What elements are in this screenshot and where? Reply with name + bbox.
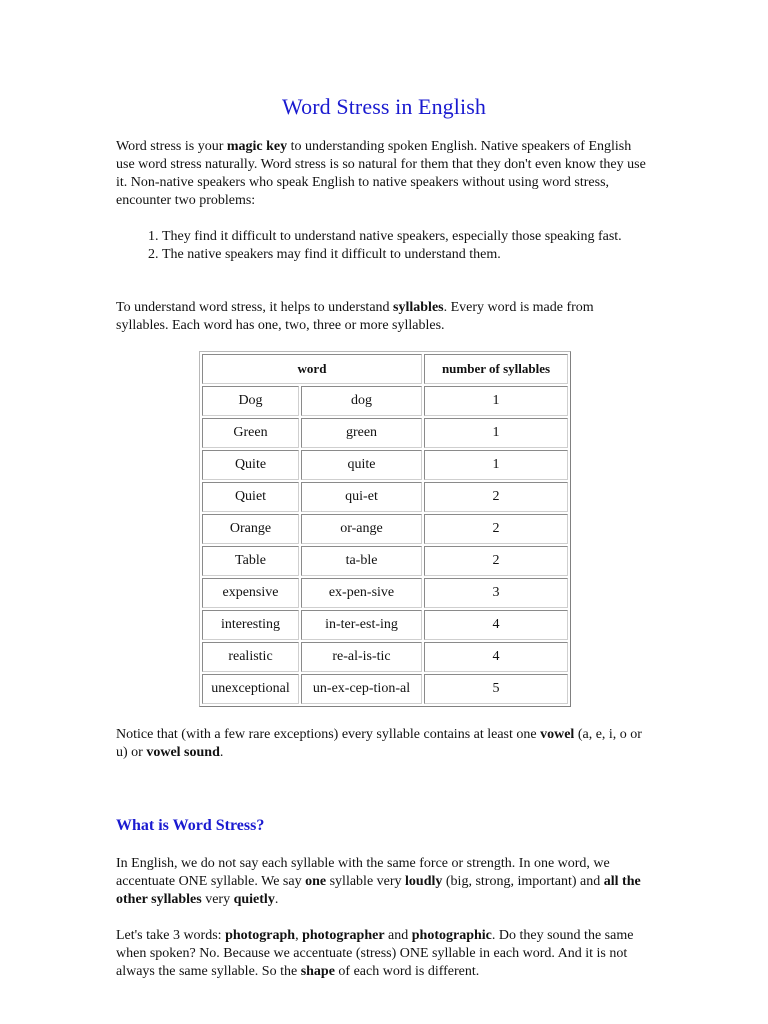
table-row <box>202 482 568 512</box>
table-row <box>202 546 568 576</box>
cell-word: Green <box>202 418 299 448</box>
stress1-bold-all-other-syllables: all the other syllables <box>116 874 641 907</box>
syllables-table <box>199 351 571 707</box>
intro-paragraph <box>116 138 646 210</box>
stress-paragraph-2 <box>116 927 652 981</box>
stress2-text-5: of each word is different. <box>334 964 480 979</box>
notice-bold-vowel: vowel <box>540 727 575 742</box>
cell-word: Table <box>202 546 299 576</box>
cell-syllable-count: 2 <box>424 482 568 512</box>
table-row <box>202 386 568 416</box>
cell-syllable-count: 4 <box>424 610 568 640</box>
cell-syllables-split: in-ter-est-ing <box>301 610 422 640</box>
stress1-text-2: syllable very <box>326 874 406 889</box>
header-word: word <box>202 354 422 384</box>
cell-syllables-split: un-ex-cep-tion-al <box>301 674 422 704</box>
notice-text-1: Notice that (with a few rare exceptions) every syllable contains at least one <box>116 727 541 742</box>
syllables-bold: syllables <box>393 300 444 315</box>
notice-text-2: (a, e, i, o or u) or <box>116 727 642 760</box>
stress2-bold-photographic: photographic <box>411 928 492 943</box>
stress2-text-1: Let's take 3 words: <box>116 928 226 943</box>
syllables-intro-text-1: To understand word stress, it helps to understand <box>116 300 394 315</box>
cell-syllable-count: 1 <box>424 450 568 480</box>
table-row <box>202 578 568 608</box>
stress1-text-1: In English, we do not say each syllable with the same force or strength. In one word, we accentuate ONE syllable. We say <box>116 856 610 889</box>
intro-bold-magic-key: magic key <box>226 139 288 154</box>
notice-text-3: . <box>219 745 224 760</box>
cell-syllables-split: ta-ble <box>301 546 422 576</box>
cell-word: Dog <box>202 386 299 416</box>
header-number-of-syllables: number of syllables <box>424 354 568 384</box>
table-row <box>202 418 568 448</box>
intro-text-2: to understanding spoken English. Native speakers of English use word stress naturally. Word stress is so natural for them that they don't even know they use it. Non-native speakers who speak English to native speakers without using word stress, encounter two problems: <box>116 139 646 208</box>
cell-word: realistic <box>202 642 299 672</box>
problem-item: 1. They find it difficult to understand native speakers, especially those speaking fast. <box>162 228 636 246</box>
stress1-bold-one: one <box>305 874 327 889</box>
cell-syllable-count: 3 <box>424 578 568 608</box>
cell-syllable-count: 1 <box>424 386 568 416</box>
intro-text-1: Word stress is your <box>116 139 227 154</box>
cell-syllables-split: qui-et <box>301 482 422 512</box>
cell-syllables-split: ex-pen-sive <box>301 578 422 608</box>
stress2-bold-photographer: photographer <box>302 928 385 943</box>
cell-word: Quite <box>202 450 299 480</box>
stress1-bold-loudly: loudly <box>405 874 443 889</box>
cell-syllables-split: re-al-is-tic <box>301 642 422 672</box>
stress2-text-2: , <box>295 928 303 943</box>
syllables-intro-paragraph <box>116 299 646 335</box>
table-row <box>202 450 568 480</box>
table-row <box>202 514 568 544</box>
stress1-text-4: very <box>201 892 234 907</box>
table-row <box>202 642 568 672</box>
cell-syllable-count: 1 <box>424 418 568 448</box>
cell-word: interesting <box>202 610 299 640</box>
cell-word: expensive <box>202 578 299 608</box>
stress2-text-3: and <box>384 928 412 943</box>
stress2-bold-photograph: photograph <box>225 928 296 943</box>
cell-syllables-split: dog <box>301 386 422 416</box>
cell-syllables-split: quite <box>301 450 422 480</box>
table-header-row <box>202 354 568 384</box>
stress1-bold-quietly: quietly <box>233 892 275 907</box>
cell-syllable-count: 2 <box>424 514 568 544</box>
page-title: Word Stress in English <box>282 94 486 119</box>
vowel-notice-paragraph <box>116 726 652 762</box>
stress-paragraph-1 <box>116 855 652 909</box>
table-row <box>202 610 568 640</box>
notice-bold-vowel-sound: vowel sound <box>146 745 220 760</box>
cell-word: Orange <box>202 514 299 544</box>
cell-word: Quiet <box>202 482 299 512</box>
stress1-text-5: . <box>274 892 279 907</box>
cell-syllable-count: 5 <box>424 674 568 704</box>
stress1-text-3: (big, strong, important) and <box>442 874 604 889</box>
cell-syllables-split: green <box>301 418 422 448</box>
stress2-bold-shape: shape <box>300 964 335 979</box>
problems-list <box>116 228 636 264</box>
cell-syllables-split: or-ange <box>301 514 422 544</box>
cell-syllable-count: 2 <box>424 546 568 576</box>
cell-syllable-count: 4 <box>424 642 568 672</box>
table-row <box>202 674 568 704</box>
cell-word: unexceptional <box>202 674 299 704</box>
problem-item: 2. The native speakers may find it difficult to understand them. <box>162 246 636 264</box>
syllables-intro-text-2: . Every word is made from syllables. Each word has one, two, three or more syllables. <box>116 300 594 333</box>
section-heading-what-is-word-stress: What is Word Stress? <box>116 817 265 834</box>
stress2-text-4: . Do they sound the same when spoken? No. Because we accentuate (stress) ONE syllable in each word. And it is not always the same syllable. So the <box>116 928 634 979</box>
